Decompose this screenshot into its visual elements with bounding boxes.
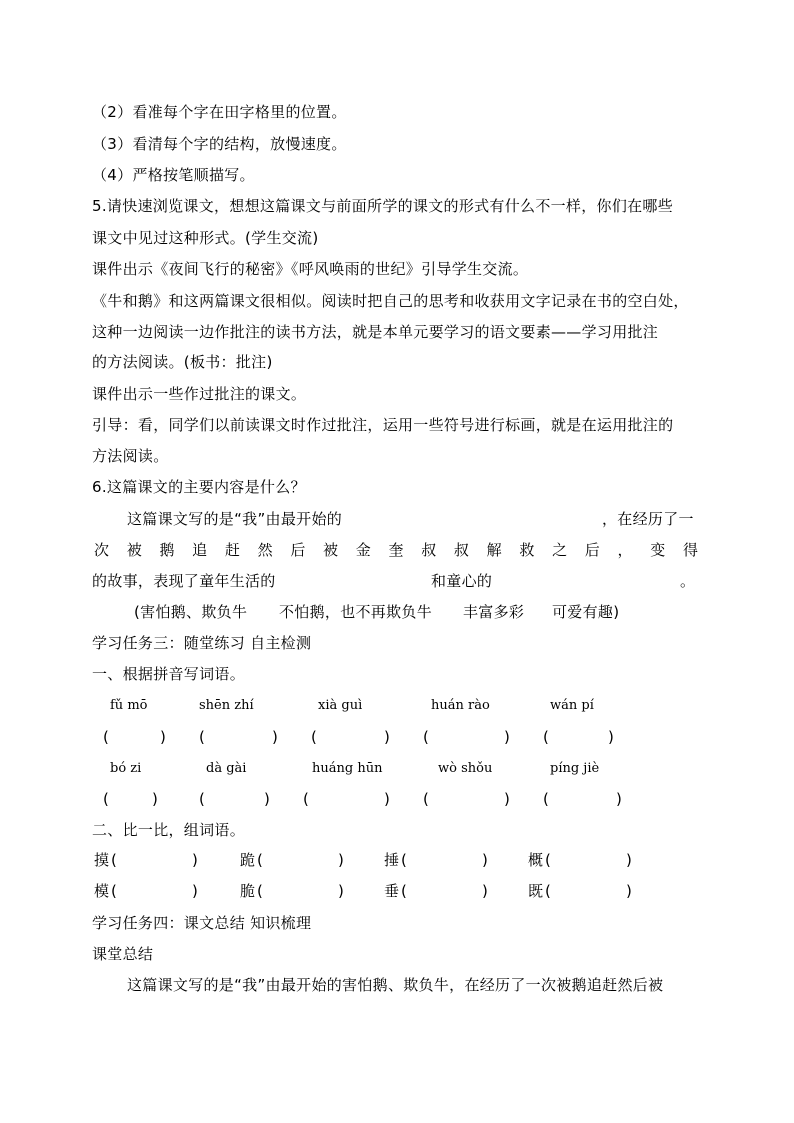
q6-char: 得 [682, 541, 698, 559]
q6-justified-line [94, 540, 698, 560]
answer-paren-open: ( [111, 851, 117, 869]
answer-paren-open: ( [545, 851, 551, 869]
q6-char: 后 [584, 541, 600, 559]
answer-paren-close: ) [626, 882, 632, 900]
q6-char: 然 [257, 541, 273, 559]
pinyin-item: píng jiè [550, 761, 600, 776]
task3-part1-title: 一、根据拼音写词语。 [92, 665, 246, 683]
answer-paren-close: ) [264, 790, 270, 808]
q5-paragraph-2: 这种一边阅读一边作批注的读书方法，就是本单元要学习的语文要素——学习用批注 [92, 323, 659, 341]
q6-option-2: 不怕鹅，也不再欺负牛 [279, 603, 433, 621]
q6-char: 奎 [388, 541, 404, 559]
pinyin-item: fǔ mō [110, 698, 148, 713]
answer-paren-open: ( [545, 882, 551, 900]
q5-line-2: 课文中见过这种形式。(学生交流) [92, 229, 319, 247]
q6-char: 之 [552, 541, 568, 559]
answer-paren-close: ) [160, 728, 166, 746]
q6-char: 变 [650, 541, 666, 559]
task3-title: 学习任务三：随堂练习 自主检测 [92, 634, 312, 652]
pinyin-item: xià guì [318, 698, 363, 713]
q5-paragraph-3: 的方法阅读。(板书：批注) [92, 353, 273, 371]
answer-paren-open: ( [311, 728, 317, 746]
answer-paren-close: ) [192, 882, 198, 900]
pinyin-item: shēn zhí [199, 698, 254, 713]
answer-paren-close: ) [626, 851, 632, 869]
answer-paren-open: ( [423, 728, 429, 746]
compare-char: 既 [528, 882, 544, 900]
summary-title: 课堂总结 [92, 945, 154, 963]
answer-paren-open: ( [423, 790, 429, 808]
pinyin-item: bó zi [110, 761, 142, 776]
q5-guide-1: 引导：看，同学们以前读课文时作过批注，运用一些符号进行标画，就是在运用批注的 [92, 416, 674, 434]
q6-char: 被 [126, 541, 142, 559]
step-3: （3）看清每个字的结构，放慢速度。 [92, 135, 347, 153]
q6-fill-3a: 的故事，表现了童年生活的 [92, 572, 276, 590]
answer-paren-open: ( [401, 882, 407, 900]
q6-char: 后 [290, 541, 306, 559]
pinyin-item: wò shǒu [438, 761, 493, 776]
answer-paren-close: ) [152, 790, 158, 808]
answer-paren-close: ) [192, 851, 198, 869]
q6-fill-part-a: 这篇课文写的是“我”由最开始的 [127, 510, 343, 528]
compare-char: 摸 [94, 851, 110, 869]
task4-title: 学习任务四：课文总结 知识梳理 [92, 914, 312, 932]
compare-char: 捶 [384, 851, 400, 869]
answer-paren-close: ) [338, 851, 344, 869]
answer-paren-close: ) [384, 728, 390, 746]
compare-char: 脆 [240, 882, 256, 900]
q5-courseware-show: 课件出示《夜间飞行的秘密》《呼风唤雨的世纪》引导学生交流。 [92, 260, 529, 278]
answer-paren-open: ( [543, 790, 549, 808]
task3-part2-title: 二、比一比，组词语。 [92, 821, 246, 839]
answer-paren-close: ) [616, 790, 622, 808]
q5-guide-2: 方法阅读。 [92, 447, 169, 465]
compare-char: 模 [94, 882, 110, 900]
q6-char: 叔 [421, 541, 437, 559]
compare-char: 跪 [240, 851, 256, 869]
answer-paren-open: ( [401, 851, 407, 869]
q6-char: 解 [486, 541, 502, 559]
pinyin-item: wán pí [550, 698, 594, 713]
q6-option-3: 丰富多彩 [463, 603, 525, 621]
answer-paren-open: ( [257, 851, 263, 869]
pinyin-item: dà gài [206, 761, 247, 776]
answer-paren-open: ( [103, 728, 109, 746]
answer-paren-open: ( [543, 728, 549, 746]
summary-line: 这篇课文写的是“我”由最开始的害怕鹅、欺负牛，在经历了一次被鹅追赶然后被 [127, 976, 664, 994]
step-4: （4）严格按笔顺描写。 [92, 166, 255, 184]
q6-char: 金 [355, 541, 371, 559]
q6-fill-3c: 。 [680, 572, 696, 590]
answer-paren-open: ( [199, 728, 205, 746]
q6-option-1: (害怕鹅、欺负牛 [134, 603, 248, 621]
q6-char: 叔 [453, 541, 469, 559]
answer-paren-close: ) [338, 882, 344, 900]
q6-char: 被 [323, 541, 339, 559]
q6-char: ， [617, 541, 633, 559]
pinyin-item: huán rào [431, 698, 490, 713]
answer-paren-open: ( [199, 790, 205, 808]
q6-char: 赶 [224, 541, 240, 559]
answer-paren-open: ( [111, 882, 117, 900]
q6-char: 救 [519, 541, 535, 559]
q6-fill-part-b: ，在经历了一 [602, 510, 694, 528]
q6-char: 追 [192, 541, 208, 559]
q6-option-4: 可爱有趣) [552, 603, 620, 621]
q6-char: 次 [94, 541, 110, 559]
answer-paren-close: ) [384, 790, 390, 808]
answer-paren-close: ) [608, 728, 614, 746]
q6-char: 鹅 [159, 541, 175, 559]
answer-paren-open: ( [103, 790, 109, 808]
answer-paren-close: ) [272, 728, 278, 746]
q6-fill-3b: 和童心的 [431, 572, 493, 590]
answer-paren-open: ( [257, 882, 263, 900]
q6-title: 6.这篇课文的主要内容是什么？ [92, 478, 306, 496]
answer-paren-close: ) [504, 790, 510, 808]
q5-line-1: 5.请快速浏览课文，想想这篇课文与前面所学的课文的形式有什么不一样，你们在哪些 [92, 197, 674, 215]
step-2: （2）看准每个字在田字格里的位置。 [92, 103, 347, 121]
q5-courseware-show-2: 课件出示一些作过批注的课文。 [92, 385, 307, 403]
answer-paren-close: ) [482, 882, 488, 900]
answer-paren-close: ) [482, 851, 488, 869]
pinyin-item: huáng hūn [312, 761, 383, 776]
compare-char: 概 [528, 851, 544, 869]
answer-paren-close: ) [504, 728, 510, 746]
compare-char: 垂 [384, 882, 400, 900]
q5-paragraph-1: 《牛和鹅》和这两篇课文很相似。阅读时把自己的思考和收获用文字记录在书的空白处， [92, 292, 689, 310]
answer-paren-open: ( [303, 790, 309, 808]
